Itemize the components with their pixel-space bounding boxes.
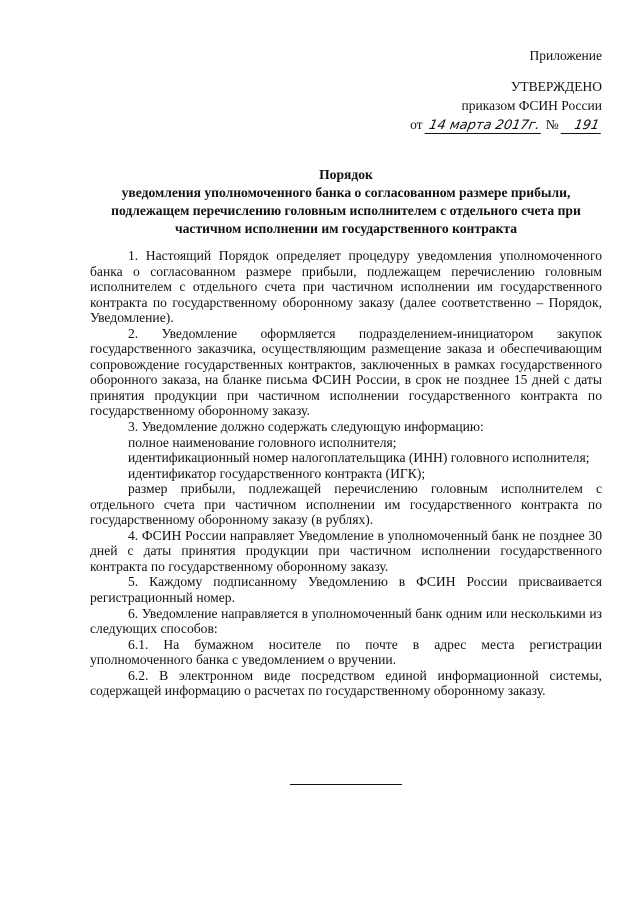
title-subheading: уведомления уполномоченного банка о согласованном размере прибыли, подлежащем перечислению головным исполнителем с отдельного счета при частичном исполнении им государственного контракта bbox=[111, 185, 581, 236]
paragraph-5: 5. Каждому подписанному Уведомлению в ФСИН России присваивается регистрационный номер. bbox=[90, 574, 602, 606]
list-item-igk: идентификатор государственного контракта (ИГК); bbox=[128, 465, 426, 481]
paragraph-2: 2. Уведомление оформляется подразделением-инициатором закупок государственного заказчика, осуществляющим размещение заказа и обеспечивающим сопровождение государственных контрактов, заключенных в рамках государственного оборонного заказа, на бланке письма ФСИН России, в срок не позднее 15 дней с даты принятия продукции при частичном исполнении государственного контракта по государственному оборонному заказу. bbox=[90, 325, 602, 419]
paragraph-6-1: 6.1. На бумажном носителе по почте в адрес места регистрации уполномоченного банка с уведомлением о вручении. bbox=[90, 636, 602, 668]
appendix-label: Приложение bbox=[529, 48, 602, 63]
approval-block bbox=[372, 46, 602, 134]
list-item-inn: идентификационный номер налогоплательщика (ИНН) головного исполнителя; bbox=[128, 450, 590, 466]
date-prefix: от bbox=[410, 117, 423, 132]
handwritten-number: 191 bbox=[561, 119, 604, 134]
order-by-label: приказом ФСИН России bbox=[461, 98, 602, 113]
number-prefix: № bbox=[545, 117, 559, 132]
handwritten-date: 14 марта 2017г. bbox=[425, 119, 544, 134]
document-body bbox=[90, 248, 602, 699]
list-item-full-name: полное наименование головного исполнителя; bbox=[128, 434, 397, 450]
date-number-line bbox=[372, 115, 602, 134]
paragraph-6: 6. Уведомление направляется в уполномоченный банк одним или несколькими из следующих способов: bbox=[90, 605, 602, 637]
approved-label: УТВЕРЖДЕНО bbox=[510, 79, 602, 94]
list-item-profit-amount: размер прибыли, подлежащей перечислению головным исполнителем с отдельного счета при частичном исполнении им государственного контракта по государственному оборонному заказу (в рублях). bbox=[90, 481, 602, 528]
title-heading: Порядок bbox=[319, 167, 373, 182]
end-divider-line bbox=[290, 784, 402, 785]
paragraph-4: 4. ФСИН России направляет Уведомление в уполномоченный банк не позднее 30 дней с даты принятия продукции при частичном исполнении государственного контракта по государственному оборонному заказу. bbox=[90, 527, 602, 574]
paragraph-3: 3. Уведомление должно содержать следующую информацию: bbox=[128, 419, 484, 435]
paragraph-6-2: 6.2. В электронном виде посредством единой информационной системы, содержащей информацию о расчетах по государственному оборонному заказу. bbox=[90, 667, 602, 699]
document-title bbox=[90, 166, 602, 238]
paragraph-1: 1. Настоящий Порядок определяет процедуру уведомления уполномоченного банка о согласованном размере прибыли, подлежащем перечислению головным исполнителем с отдельного счета при частичном исполнении им государственного контракта по государственному оборонному заказу (далее соответственно – Порядок, Уведомление). bbox=[90, 248, 602, 326]
